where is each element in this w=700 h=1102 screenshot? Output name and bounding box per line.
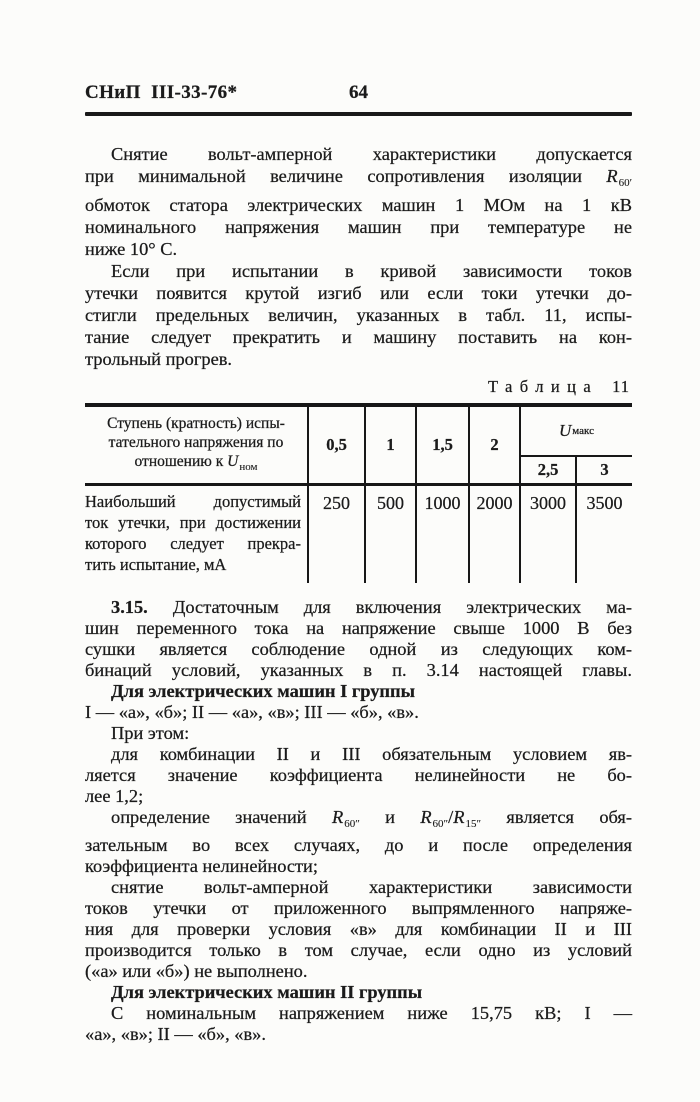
heading-group-2: Для электрических машин II группы	[111, 982, 423, 1002]
column-header-1: 1	[364, 407, 415, 483]
heading-group-1: Для электрических машин I группы	[111, 681, 415, 701]
paragraph-3-15: 3.15. Достаточным для включения электрических ма- шин переменного тока на напряжение свыше 1000 В без сушки является соблюдение одной из следующих ком- бинаций условий, указанных в п. 3.14 настоящей главы.	[85, 597, 632, 680]
paragraph-leakage-limits: Если при испытании в кривой зависимости токов утечки появится крутой изгиб или если токи утечки до- стигли предельных величин, указанных в табл. 11, испы- тание следует прекратить и машину поставить на кон- трольный прогрев.	[85, 261, 632, 369]
value-cell-250: 250	[307, 486, 364, 583]
paragraph-pri-etom: При этом:	[111, 723, 190, 743]
page-header	[85, 82, 632, 104]
paragraph-r60-r15: определение значений $R_{60''}$ и $R_{60''}/R_{15''}$ является обя- зательным во всех случаях, до и после определения коэффициента нелинейности;	[85, 807, 632, 876]
paragraph-voltampere: Снятие вольт-амперной характеристики допускается при минимальной величине сопротивления изоляции $R_{60'}$ обмоток статора электрических машин 1 МОм на 1 кВ номинального напряжения машин при температуре не ниже 10° С.	[85, 144, 632, 259]
column-header-2: 2	[468, 407, 519, 483]
intro-section	[85, 143, 632, 370]
value-cell-3500: 3500	[575, 486, 632, 583]
table-caption-word: Таблица	[487, 377, 599, 396]
table-header	[85, 407, 632, 486]
row-label-cell: Наибольший допустимый ток утечки, при достижении которого следует прекра- тить испытание, мА	[85, 492, 301, 574]
column-header-umax	[519, 407, 632, 455]
column-header-2-5: 2,5	[519, 455, 575, 483]
document-body	[85, 143, 632, 1045]
page-number: 64	[349, 82, 368, 103]
after-table-section	[85, 597, 632, 1045]
column-header-0-5: 0,5	[307, 407, 364, 483]
table-caption-number: 11	[612, 377, 630, 396]
paragraph-group-2-combinations: С номинальным напряжением ниже 15,75 кВ; I — «а», «в»; II — «б», «в».	[85, 1003, 632, 1044]
value-cell-1000: 1000	[415, 486, 468, 583]
document-code: СНиП III-33-76*	[85, 82, 238, 103]
column-header-1-5: 1,5	[415, 407, 468, 483]
value-cell-2000: 2000	[468, 486, 519, 583]
leakage-current-table	[85, 403, 632, 583]
paragraph-condition-v: снятие вольт-амперной характеристики зависимости токов утечки от приложенного выпрямленного напряже- ния для проверки условия «в» для комбинации II и III производится только в том случае, если одно из условий («а» или «б») не выполнено.	[85, 877, 632, 981]
value-cell-3000: 3000	[519, 486, 575, 583]
table-caption	[85, 377, 630, 397]
umax-symbol: U	[558, 421, 572, 440]
table-stub-cell: Ступень (кратность) испы- тательного напряжения по отношению к $U_{ном}$	[107, 414, 285, 473]
umax-subscript: макс	[572, 425, 594, 437]
header-rule	[85, 112, 632, 116]
column-header-3: 3	[575, 455, 632, 483]
paragraph-group-1-combinations: I — «а», «б»; II — «а», «в»; III — «б», «в».	[85, 702, 419, 722]
table-row	[85, 486, 632, 583]
paragraph-nonlinearity: для комбинации II и III обязательным условием яв- ляется значение коэффициента нелинейности не бо- лее 1,2;	[85, 744, 632, 806]
value-cell-500: 500	[364, 486, 415, 583]
